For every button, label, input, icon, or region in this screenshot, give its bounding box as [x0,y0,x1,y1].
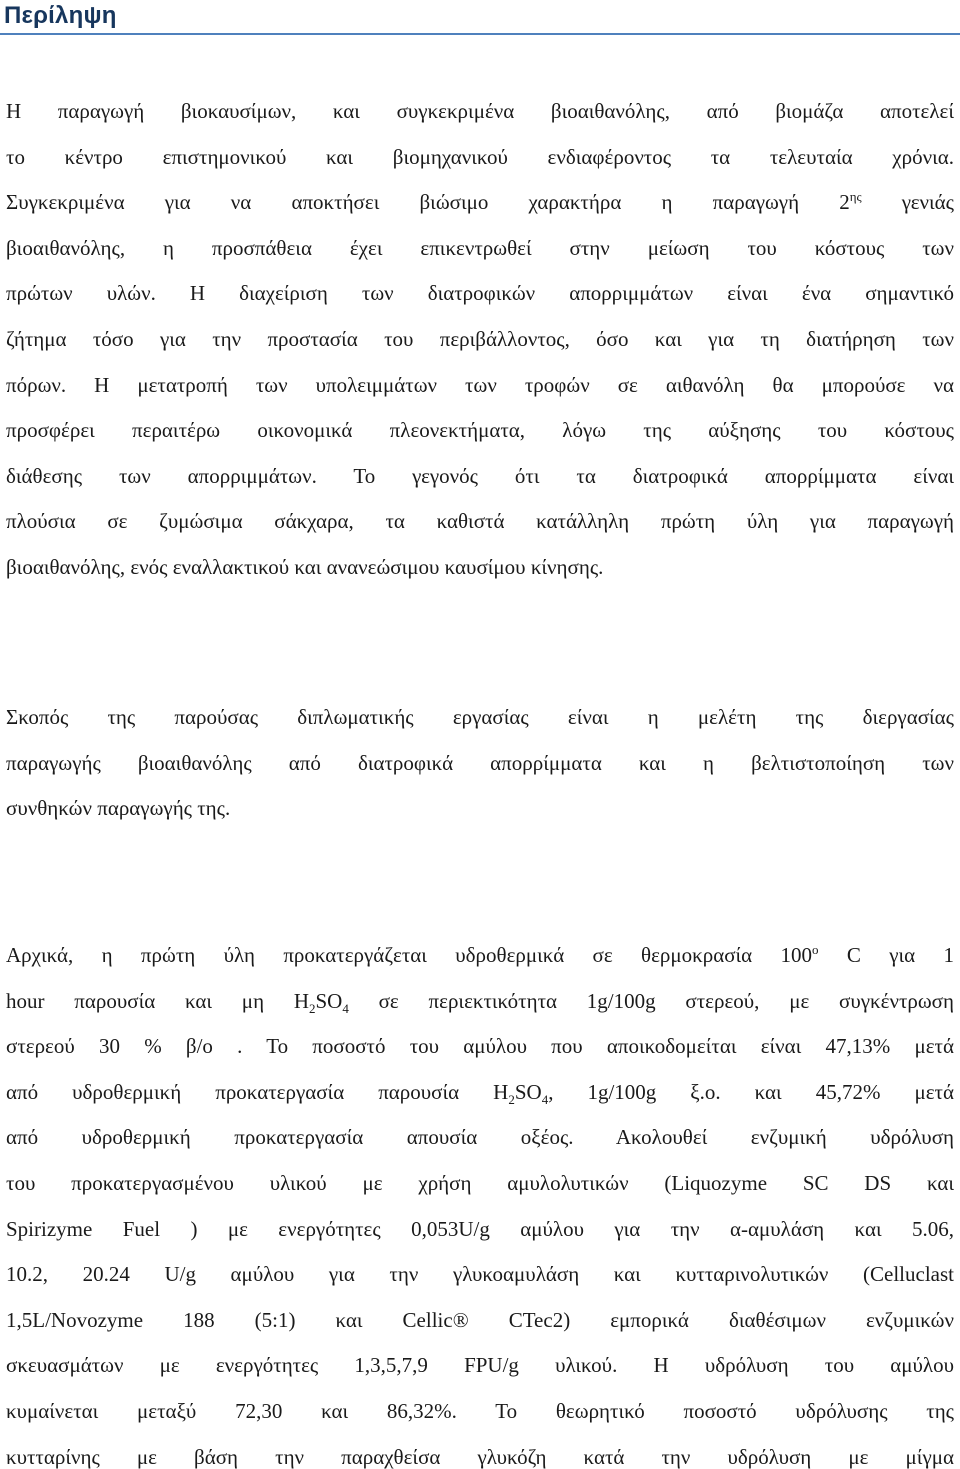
text-line: Η παραγωγή βιοκαυσίμων, και συγκεκριμένα βιοαιθανόλης, από βιομάζα αποτελεί [6,99,954,123]
text-line: συνθηκών παραγωγής της. [6,796,231,821]
text-line [6,979,954,1025]
text-fragment: SO [315,988,343,1013]
text-line: βιοαιθανόλης, ενός εναλλακτικού και ανανεώσιμου καυσίμου κίνησης. [6,554,604,579]
subscript: 4 [342,1000,349,1016]
superscript: ο [812,942,819,957]
text-line: πλούσια σε ζυμώσιμα σάκχαρα, τα καθιστά κατάλληλη πρώτη ύλη για παραγωγή [6,509,954,534]
text-line: Spirizyme Fuel ) με ενεργότητες 0,053U/g αμύλου για την α-αμυλάση και 5.06, [6,1216,954,1241]
text-line: κυτταρίνης με βάση την παραχθείσα γλυκόζη κατά την υδρόλυση με μίγμα [6,1444,954,1469]
text-fragment: από υδροθερμική προκατεργασία παρουσία H [6,1079,509,1104]
text-line: 1,5L/Novozyme 188 (5:1) και Cellic® CTec2) εμπορικά διαθέσιμων ενζυμικών [6,1307,954,1332]
text-fragment: σε περιεκτικότητα 1g/100g στερεού, με συγκέντρωση [348,988,954,1013]
text-fragment: Αρχικά, η πρώτη ύλη προκατεργάζεται υδροθερμικά σε θερμοκρασία 100 [6,943,813,967]
text-fragment: , 1g/100g ξ.ο. και 45,72% μετά [548,1079,954,1104]
text-line [6,1070,954,1116]
text-fragment: hour παρουσία και μη H [6,988,309,1013]
text-line: στερεού 30 % β/ο . Το ποσοστό του αμύλου που αποικοδομείται είναι 47,13% μετά [6,1034,954,1059]
text-line: από υδροθερμική προκατεργασία απουσία οξέος. Ακολουθεί ενζυμική υδρόλυση [6,1125,954,1150]
subscript: 4 [541,1091,549,1107]
text-line: ζήτημα τόσο για την προστασία του περιβάλλοντος, όσο και για τη διατήρηση των [6,326,954,351]
text-line: προσφέρει περαιτέρω οικονομικά πλεονεκτήματα, λόγω της αύξησης του κόστους [6,418,954,443]
abstract-paragraph-3 [6,933,954,1469]
superscript: ης [849,189,862,205]
text-line: πρώτων υλών. Η διαχείριση των διατροφικών απορριμμάτων είναι ένα σημαντικό [6,281,954,306]
subscript: 2 [308,1000,316,1016]
subscript: 2 [508,1091,515,1107]
text-line: Σκοπός της παρούσας διπλωματικής εργασίας είναι η μελέτη της διεργασίας [6,705,954,729]
text-line [6,180,954,226]
section-heading: Περίληψη [4,2,117,29]
text-line: κυμαίνεται μεταξύ 72,30 και 86,32%. Το θεωρητικό ποσοστό υδρόλυσης της [6,1398,954,1423]
text-line: πόρων. Η μετατροπή των υπολειμμάτων των τροφών σε αιθανόλη θα μπορούσε να [6,372,954,397]
text-line: παραγωγής βιοαιθανόλης από διατροφικά απορρίμματα και η βελτιστοποίηση των [6,750,954,775]
abstract-paragraph-2 [6,695,954,832]
text-line: βιοαιθανόλης, η προσπάθεια έχει επικεντρωθεί στην μείωση του κόστους των [6,235,954,260]
text-line [6,933,954,979]
heading-underline [0,33,960,35]
text-line: του προκατεργασμένου υλικού με χρήση αμυλολυτικών (Liquozyme SC DS και [6,1170,954,1195]
text-line: σκευασμάτων με ενεργότητες 1,3,5,7,9 FPU/g υλικού. Η υδρόλυση του αμύλου [6,1353,954,1378]
text-line: το κέντρο επιστημονικού και βιομηχανικού ενδιαφέροντος τα τελευταία χρόνια. [6,144,954,169]
text-fragment: SO [514,1079,542,1104]
abstract-paragraph-1 [6,89,954,591]
text-line: 10.2, 20.24 U/g αμύλου για την γλυκοαμυλάση και κυτταρινολυτικών (Celluclast [6,1262,954,1287]
text-line: διάθεσης των απορριμμάτων. Το γεγονός ότι τα διατροφικά απορρίμματα είναι [6,463,954,488]
text-fragment: Συγκεκριμένα για να αποκτήσει βιώσιμο χαρακτήρα η παραγωγή 2 [6,190,850,215]
text-fragment: C για 1 [818,943,954,967]
text-fragment: γενιάς [861,190,955,215]
